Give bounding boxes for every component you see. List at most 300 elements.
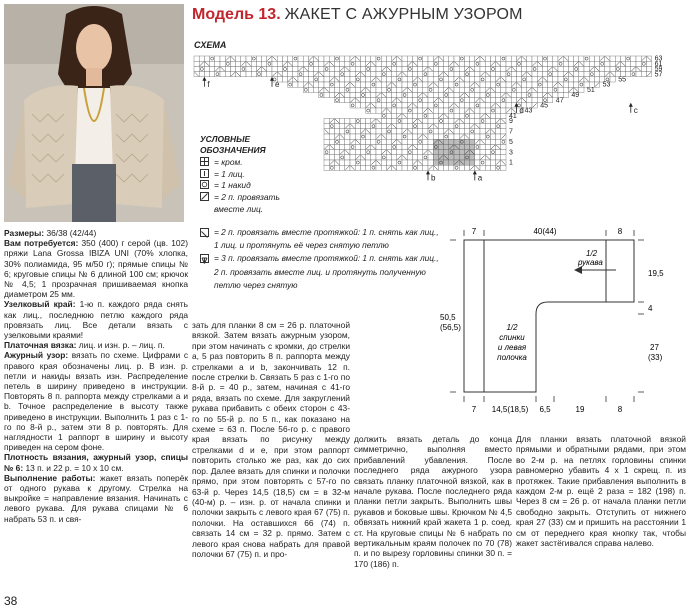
chart-cell (334, 98, 339, 103)
chart-cell (433, 92, 438, 97)
chart-cell (355, 150, 360, 155)
chart-cell (423, 77, 428, 82)
chart-cell (459, 87, 464, 92)
chart-cell (210, 72, 215, 77)
chart-cell (522, 77, 527, 82)
chart-cell (329, 87, 334, 92)
chart-cell (542, 87, 547, 92)
chart-cell (360, 92, 365, 97)
chart-cell (454, 139, 459, 144)
chart-cell (438, 160, 443, 165)
chart-cell (553, 56, 558, 61)
chart-cell (418, 139, 423, 144)
legend-text: = 3 п. провязать вместе протяжкой: 1 п. снять как лиц., (214, 253, 439, 264)
chart-cell (381, 165, 386, 170)
chart-row-number: 61 (654, 60, 663, 68)
chart-cell (324, 92, 329, 97)
chart-cell (366, 139, 371, 144)
chart-cell (340, 129, 345, 134)
chart-cell (360, 98, 365, 103)
chart-cell (376, 144, 381, 149)
chart-cell (397, 82, 402, 87)
chart-cell (480, 134, 485, 139)
chart-cell (464, 103, 469, 108)
chart-cell (355, 77, 360, 82)
chart-cell (412, 134, 417, 139)
chart-cell (459, 150, 464, 155)
chart-cell (470, 56, 475, 61)
chart-cell (371, 134, 376, 139)
chart-cell (433, 108, 438, 113)
legend-row (200, 204, 280, 215)
chart-cell (485, 77, 490, 82)
chart-cell (407, 56, 412, 61)
chart-row-number: 7 (509, 128, 513, 136)
chart-cell (475, 160, 480, 165)
chart-cell (496, 150, 501, 155)
chart-cell (501, 72, 506, 77)
chart-cell (563, 82, 568, 87)
chart-row-number: 41 (509, 112, 517, 120)
chart-cell (511, 92, 516, 97)
chart-cell (444, 92, 449, 97)
chart-cell (506, 87, 511, 92)
chart-cell (407, 118, 412, 123)
chart-cell (371, 87, 376, 92)
chart-cell (355, 118, 360, 123)
chart-cell (303, 87, 308, 92)
chart-cell (345, 118, 350, 123)
chart-cell (272, 66, 277, 71)
chart-cell (319, 56, 324, 61)
chart-cell (449, 72, 454, 77)
chart-cell (433, 77, 438, 82)
edge-label: Узелковый край: (4, 299, 76, 310)
chart-cell (506, 72, 511, 77)
chart-cell (548, 72, 553, 77)
chart-cell (319, 92, 324, 97)
chart-cell (324, 118, 329, 123)
chart-cell (501, 56, 506, 61)
chart-cell (470, 155, 475, 160)
chart-cell (329, 150, 334, 155)
chart-marker-arrowhead (629, 103, 633, 107)
chart-cell (480, 108, 485, 113)
chart-cell (475, 61, 480, 66)
chart-cell (459, 72, 464, 77)
chart-cell (470, 113, 475, 118)
chart-cell (277, 61, 282, 66)
chart-cell (475, 66, 480, 71)
chart-cell (381, 144, 386, 149)
chart-cell (293, 82, 298, 87)
chart-cell (464, 144, 469, 149)
chart-cell (428, 160, 433, 165)
chart-cell (371, 155, 376, 160)
chart-row-number: 63 (654, 55, 663, 63)
chart-cell (626, 72, 631, 77)
chart-cell (298, 72, 303, 77)
chart-cell (605, 61, 610, 66)
chart-row-number: 51 (587, 86, 595, 94)
chart-cell (324, 134, 329, 139)
chart-cell (459, 139, 464, 144)
chart-cell (397, 129, 402, 134)
chart-cell (470, 92, 475, 97)
chart-cell (548, 87, 553, 92)
legend-head-1: УСЛОВНЫЕ (200, 134, 251, 144)
chart-cell (376, 72, 381, 77)
chart-cell (366, 98, 371, 103)
chart-cell (454, 134, 459, 139)
chart-cell (381, 113, 386, 118)
chart-cell (386, 144, 391, 149)
chart-cell (506, 98, 511, 103)
chart-cell (246, 72, 251, 77)
chart-cell (418, 72, 423, 77)
chart-cell (288, 56, 293, 61)
chart-cell (464, 61, 469, 66)
chart-cell (485, 165, 490, 170)
chart-cell (485, 98, 490, 103)
chart-cell (532, 77, 537, 82)
chart-cell (423, 124, 428, 129)
chart-cell (376, 103, 381, 108)
chart-cell (579, 56, 584, 61)
chart-cell (376, 155, 381, 160)
chart-cell (615, 66, 620, 71)
legend-extended (200, 226, 445, 292)
chart-cell (376, 129, 381, 134)
chart-cell (428, 134, 433, 139)
chart-cell (340, 155, 345, 160)
chart-cell (236, 56, 241, 61)
chart-cell (490, 139, 495, 144)
chart-cell (490, 160, 495, 165)
chart-cell (501, 124, 506, 129)
chart-cell (376, 150, 381, 155)
chart-cell (433, 113, 438, 118)
chart-cell (542, 61, 547, 66)
body-label-2: спинки (499, 333, 525, 342)
chart-cell (548, 77, 553, 82)
chart-cell (230, 66, 235, 71)
chart-cell (454, 108, 459, 113)
chart-cell (412, 108, 417, 113)
chart-cell (277, 66, 282, 71)
chart-cell (251, 56, 256, 61)
chart-cell (319, 66, 324, 71)
lace-value: вязать по схеме. Цифрами с правого края обозначены лиц. р. В изн. р. петли и накиды вязать изн. Распределение петель в ширину приведено в инструкции. Повторять 8 п. раппорта между стрелками a и b. Точное распределение в высоту также приведено в инструкции. Выполнить 1 раз с 1-го по 8-й р., затем эти 8 р. повторять. Для наглядности 1 раппорт в ширину и высоту приведен на сером фоне. (4, 350, 189, 453)
chart-cell (449, 92, 454, 97)
chart-cell (334, 139, 339, 144)
legend-row (200, 226, 445, 239)
chart-cell (334, 66, 339, 71)
chart-cell (407, 77, 412, 82)
chart-cell (485, 103, 490, 108)
chart-cell (454, 165, 459, 170)
chart-cell (454, 150, 459, 155)
chart-cell (392, 87, 397, 92)
chart-cell (490, 56, 495, 61)
chart-cell (459, 98, 464, 103)
chart-cell (485, 61, 490, 66)
page-title (192, 6, 523, 24)
chart-cell (433, 150, 438, 155)
chart-cell (532, 56, 537, 61)
sleeve-label-1: 1/2 (586, 249, 598, 258)
chart-cell (392, 72, 397, 77)
chart-cell (449, 155, 454, 160)
chart-cell (433, 129, 438, 134)
chart-cell (418, 56, 423, 61)
chart-cell (449, 82, 454, 87)
chart-marker-label: a (477, 173, 483, 183)
chart-cell (407, 72, 412, 77)
chart-cell (485, 56, 490, 61)
chart-cell (350, 144, 355, 149)
instructions-left (4, 228, 188, 524)
chart-cell (366, 56, 371, 61)
chart-cell (314, 87, 319, 92)
chart-cell (360, 124, 365, 129)
dim-right-4: (33) (648, 353, 663, 362)
chart-cell (464, 139, 469, 144)
chart-cell (438, 61, 443, 66)
chart-cell (527, 66, 532, 71)
chart-cell (501, 98, 506, 103)
chart-cell (319, 61, 324, 66)
chart-cell (366, 108, 371, 113)
chart-cell (334, 150, 339, 155)
work-value: жакет вязать поперёк от одного рукава к другому. Стрелка на выкройке = направление вязания. Начинать с левого рукава. Для рукава спицами № 6 набрать 53 п. и свя- (4, 472, 189, 524)
chart-cell (470, 77, 475, 82)
chart-cell (594, 61, 599, 66)
chart-cell (246, 56, 251, 61)
chart-cell (418, 124, 423, 129)
chart-cell (428, 77, 433, 82)
dim-bottom-3: 6,5 (539, 405, 551, 414)
chart-cell (423, 139, 428, 144)
chart-cell (407, 139, 412, 144)
chart-cell (220, 72, 225, 77)
chart-cell (392, 61, 397, 66)
chart-cell (386, 113, 391, 118)
chart-cell (251, 72, 256, 77)
chart-cell (594, 72, 599, 77)
chart-cell (423, 61, 428, 66)
chart-cell (449, 98, 454, 103)
chart-cell (428, 155, 433, 160)
chart-cell (490, 113, 495, 118)
chart-cell (485, 144, 490, 149)
chart-cell (600, 61, 605, 66)
chart-cell (454, 124, 459, 129)
chart-cell (392, 108, 397, 113)
chart-cell (423, 103, 428, 108)
chart-cell (392, 77, 397, 82)
chart-cell (246, 66, 251, 71)
chart-cell (423, 144, 428, 149)
chart-cell (340, 87, 345, 92)
chart-cell (360, 61, 365, 66)
chart-cell (537, 92, 542, 97)
chart-cell (428, 103, 433, 108)
chart-cell (392, 144, 397, 149)
chart-cell (423, 165, 428, 170)
chart-cell (412, 155, 417, 160)
chart-cell (355, 124, 360, 129)
chart-cell (464, 56, 469, 61)
chart-cell (527, 61, 532, 66)
chart-cell (340, 144, 345, 149)
chart-cell (475, 144, 480, 149)
chart-cell (438, 144, 443, 149)
chart-cell (537, 56, 542, 61)
chart-cell (475, 113, 480, 118)
dim-bottom-1: 7 (471, 405, 477, 414)
chart-cell (397, 108, 402, 113)
chart-cell (454, 92, 459, 97)
chart-cell (428, 98, 433, 103)
chart-cell (314, 61, 319, 66)
chart-cell (418, 82, 423, 87)
chart-cell (568, 61, 573, 66)
chart-cell (496, 129, 501, 134)
chart-cell (345, 72, 350, 77)
chart-cell (360, 160, 365, 165)
chart-cell (501, 66, 506, 71)
chart-cell (298, 77, 303, 82)
chart-cell (402, 108, 407, 113)
chart-cell (241, 56, 246, 61)
chart-cell (392, 118, 397, 123)
chart-cell (386, 118, 391, 123)
chart-cell (490, 98, 495, 103)
chart-cell (485, 82, 490, 87)
chart-cell (480, 61, 485, 66)
chart-cell (459, 129, 464, 134)
chart-marker-arrowhead (202, 77, 206, 81)
chart-cell (366, 77, 371, 82)
chart-cell (329, 155, 334, 160)
chart-cell (397, 118, 402, 123)
chart-cell (319, 82, 324, 87)
chart-cell (355, 160, 360, 165)
chart-cell (350, 150, 355, 155)
chart-cell (371, 139, 376, 144)
chart-cell (355, 129, 360, 134)
chart-cell (527, 98, 532, 103)
chart-cell (303, 72, 308, 77)
chart-row-number: 55 (618, 76, 626, 84)
chart-row-number: 49 (571, 92, 580, 100)
chart-cell (480, 144, 485, 149)
chart-cell (210, 61, 215, 66)
chart-cell (470, 87, 475, 92)
chart-cell (459, 124, 464, 129)
chart-cell (392, 103, 397, 108)
chart-marker-label: e (275, 79, 280, 89)
chart-cell (381, 160, 386, 165)
chart-cell (610, 77, 615, 82)
chart-cell (204, 72, 209, 77)
chart-cell (516, 72, 521, 77)
chart-cell (340, 56, 345, 61)
chart-cell (496, 139, 501, 144)
chart-cell (511, 72, 516, 77)
chart-cell (438, 150, 443, 155)
chart-cell (480, 92, 485, 97)
chart-cell (464, 165, 469, 170)
chart-cell (470, 61, 475, 66)
chart-cell (516, 77, 521, 82)
chart-cell (397, 160, 402, 165)
chart-cell (620, 56, 625, 61)
chart-cell (501, 139, 506, 144)
chart-cell (537, 87, 542, 92)
chart-cell (397, 165, 402, 170)
chart-cell (345, 61, 350, 66)
chart-cell (522, 61, 527, 66)
chart-cell (464, 160, 469, 165)
chart-cell (360, 134, 365, 139)
chart-cell (360, 150, 365, 155)
chart-row-number: 47 (555, 97, 564, 105)
chart-cell (490, 118, 495, 123)
chart-cell (366, 155, 371, 160)
chart-cell (449, 118, 454, 123)
chart-cell (542, 66, 547, 71)
chart-cell (308, 61, 313, 66)
chart-cell (501, 82, 506, 87)
sizes-label: Размеры: (4, 228, 45, 238)
chart-cell (438, 92, 443, 97)
chart-cell (376, 108, 381, 113)
chart-cell (464, 129, 469, 134)
chart-cell (444, 160, 449, 165)
chart-cell (376, 98, 381, 103)
chart-cell (475, 150, 480, 155)
chart-marker-label: b (431, 173, 436, 183)
chart-cell (386, 77, 391, 82)
chart-cell (600, 72, 605, 77)
legend-text: 1 лиц. и протянуть её через снятую петлю (214, 240, 389, 251)
chart-cell (511, 87, 516, 92)
dim-right-3: 27 (650, 343, 659, 352)
chart-cell (553, 77, 558, 82)
body-label-1: 1/2 (506, 323, 518, 332)
chart-cell (449, 124, 454, 129)
chart-cell (334, 82, 339, 87)
chart-cell (605, 66, 610, 71)
chart-cell (501, 103, 506, 108)
chart-cell (350, 129, 355, 134)
chart-cell (449, 139, 454, 144)
chart-cell (199, 66, 204, 71)
legend-item: = 1 лиц. (214, 168, 245, 179)
chart-cell (345, 155, 350, 160)
chart-cell (496, 134, 501, 139)
chart-cell (397, 103, 402, 108)
chart-cell (381, 82, 386, 87)
legend-row (200, 169, 280, 180)
chart-cell (386, 72, 391, 77)
chart-cell (438, 87, 443, 92)
chart-cell (412, 92, 417, 97)
chart-cell (345, 160, 350, 165)
chart-cell (459, 103, 464, 108)
